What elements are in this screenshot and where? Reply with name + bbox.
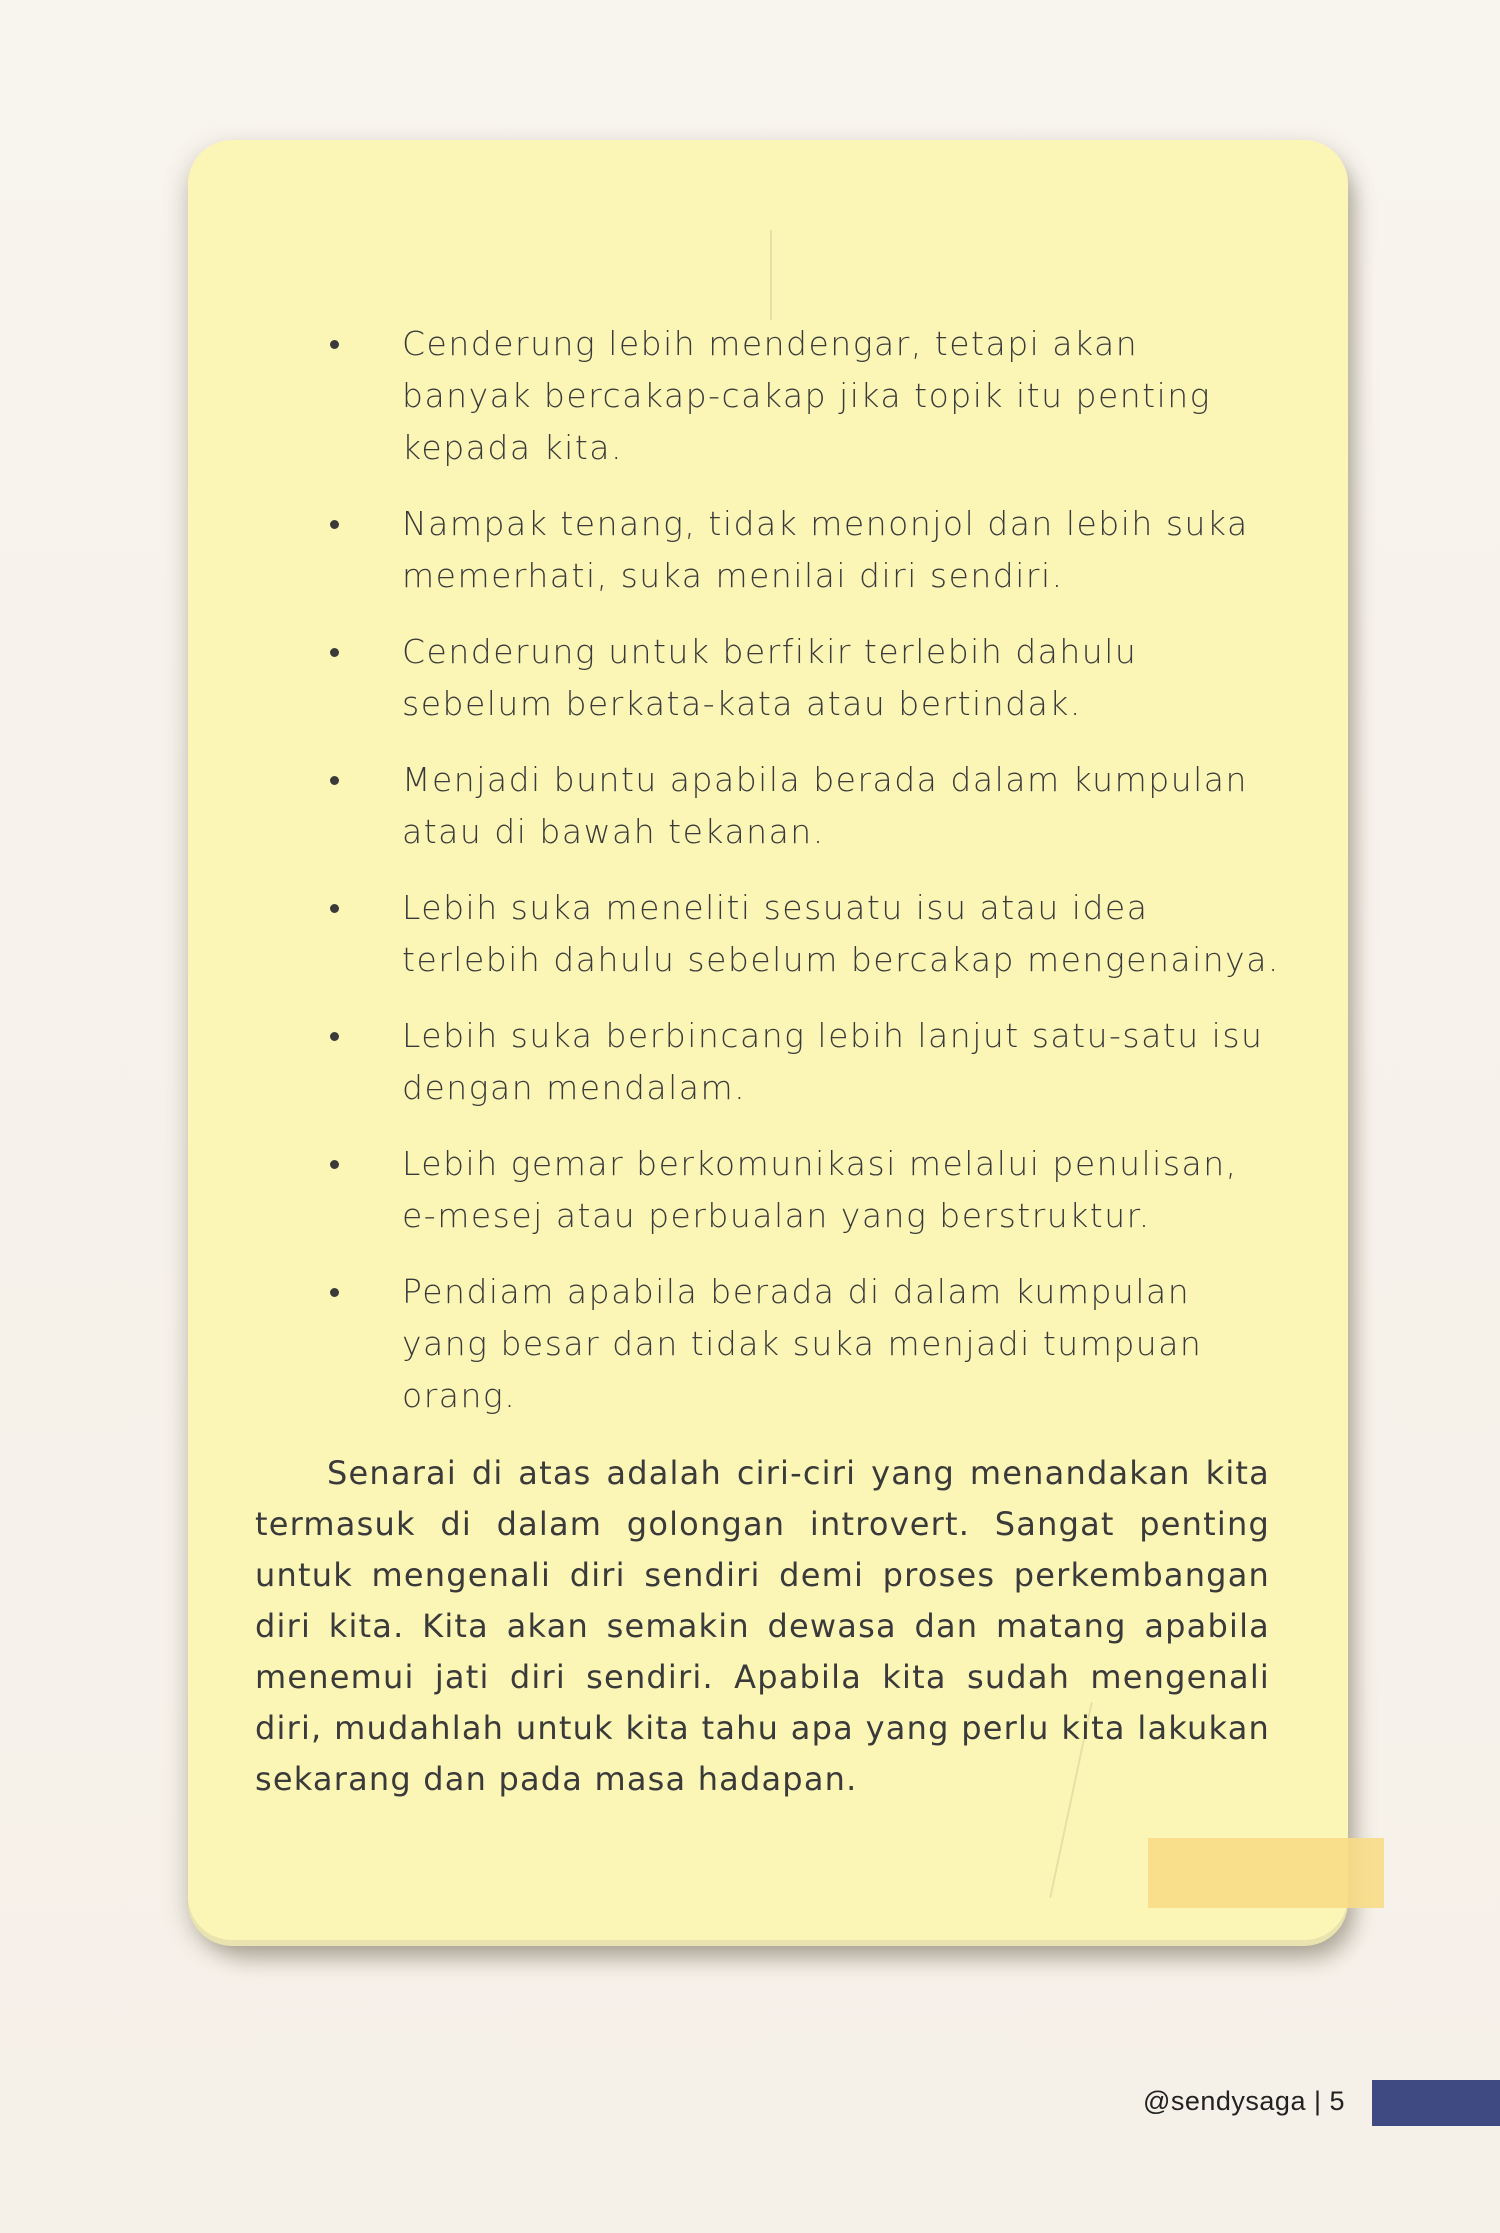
list-item: [320, 882, 1280, 986]
bullet-icon: [330, 1032, 339, 1041]
bullet-icon: [330, 904, 339, 913]
closing-paragraph: Senarai di atas adalah ciri-ciri yang menandakan kita termasuk di dalam golongan introvert. Sangat penting untuk mengenali diri sendiri demi proses perkembangan diri kita. Kita akan semakin dewasa dan matang apabila menemui jati diri sendiri. Apabila kita sudah mengenali diri, mudahlah untuk kita tahu apa yang perlu kita lakukan sekarang dan pada masa hadapan.: [255, 1454, 1270, 1798]
list-item: [320, 754, 1280, 858]
paper-crease: [770, 230, 772, 320]
list-item: [320, 318, 1280, 474]
list-item: [320, 626, 1280, 730]
list-item-text: Lebih suka berbincang lebih lanjut satu-satu isu dengan mendalam.: [402, 1016, 1264, 1107]
list-item-text: Nampak tenang, tidak menonjol dan lebih suka memerhati, suka menilai diri sendiri.: [402, 504, 1249, 595]
list-item-text: Lebih suka meneliti sesuatu isu atau idea terlebih dahulu sebelum bercakap mengenainya.: [402, 888, 1280, 979]
list-item: [320, 1010, 1280, 1114]
bullet-icon: [330, 1288, 339, 1297]
bullet-icon: [330, 520, 339, 529]
list-item-text: Cenderung untuk berfikir terlebih dahulu sebelum berkata-kata atau bertindak.: [402, 632, 1138, 723]
trait-list: [320, 318, 1280, 1446]
bullet-icon: [330, 340, 339, 349]
sticky-tab: [1148, 1838, 1384, 1908]
list-item: [320, 1266, 1280, 1422]
list-item-text: Lebih gemar berkomunikasi melalui penulisan, e-mesej atau perbualan yang berstruktur.: [402, 1144, 1238, 1235]
bullet-icon: [330, 1160, 339, 1169]
list-item-text: Menjadi buntu apabila berada dalam kumpulan atau di bawah tekanan.: [402, 760, 1248, 851]
list-item: [320, 1138, 1280, 1242]
list-item: [320, 498, 1280, 602]
list-item-text: Cenderung lebih mendengar, tetapi akan banyak bercakap-cakap jika topik itu penting kepada kita.: [402, 324, 1211, 467]
list-item-text: Pendiam apabila berada di dalam kumpulan yang besar dan tidak suka menjadi tumpuan orang.: [402, 1272, 1203, 1415]
bullet-icon: [330, 776, 339, 785]
footer-handle-page-number: @sendysaga | 5: [1142, 2086, 1345, 2116]
footer-accent-bar: [1372, 2080, 1500, 2126]
bullet-icon: [330, 648, 339, 657]
